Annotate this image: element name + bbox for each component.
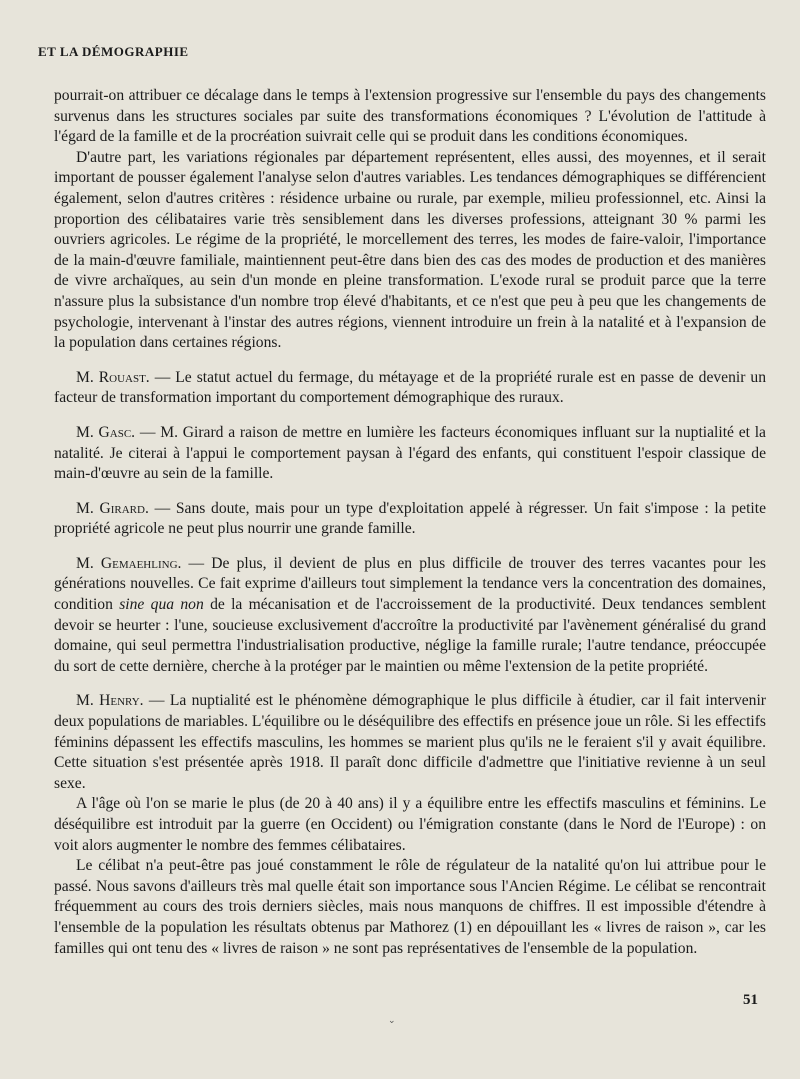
speaker-remark: — Le statut actuel du fermage, du métayage et de la propriété rurale est en passe de devenir un facteur de transformation important du comportement démographique des ruraux.: [54, 368, 766, 407]
speaker-remark: — M. Girard a raison de mettre en lumière les facteurs économiques influant sur la nuptialité et la natalité. Je citerai à l'appui le comportement paysan à l'égard des enfants, qui constituent l'espoir classique de main-d'œuvre au sein de la famille.: [54, 423, 766, 483]
paragraph-regional-variations: D'autre part, les variations régionales par département représentent, elles aussi, des moyennes, et il serait important de pousser également l'analyse selon d'autres variables. Les tendances démographiques se différencient également, selon d'autres critères : résidence urbaine ou rurale, par exemple, milieu professionnel, etc. Ainsi la proportion des célibataires varie très sensiblement dans les diverses professions, atteignant 30 % parmi les ouvriers agricoles. Le régime de la propriété, le morcellement des terres, les modes de faire-valoir, l'importance de la main-d'œuvre familiale, maintiennent peut-être dans bien des cas des modes de production et des manières de vivre archaïques, au sein d'un monde en pleine transformation. L'exode rural se produit parce que la terre n'assure plus la subsistance d'un nombre trop élevé d'habitants, et ce n'est que peu à peu que les changements de psychologie, intervenant à l'instar des autres régions, viennent introduire un frein à la natalité et à l'expansion de la population dans certaines régions.: [54, 148, 766, 352]
running-head: ET LA DÉMOGRAPHIE: [38, 44, 189, 59]
speaker-remark-start: — De plus, il devient de plus en plus difficile de trouver des terres vacantes pour les générations nouvelles. Ce fait exprime d'ailleurs tout simplement la tendance vers la concentration des domaines, condition: [54, 554, 766, 614]
speaker-name: M. Rouast.: [76, 368, 150, 386]
speaker-name: M. Girard.: [76, 499, 149, 517]
paragraph-age-equilibrium: A l'âge où l'on se marie le plus (de 20 à 40 ans) il y a équilibre entre les effectifs masculins et féminins. Le déséquilibre est introduit par la guerre (en Occident) ou l'émigration constante (dans le Nord de l'Europe) : on voit alors augmenter le nombre des femmes célibataires.: [54, 795, 766, 854]
paragraph-henry: [54, 691, 766, 794]
speaker-remark: — La nuptialité est le phénomène démographique le plus difficile à étudier, car il fait intervenir deux populations de mariables. L'équilibre ou le déséquilibre des effectifs en présence joue un rôle. Si les effectifs féminins dépassent les effectifs masculins, les hommes se marient plus qu'ils ne le feraient s'il y avait équilibre. Cette situation s'est présentée après 1918. Il paraît donc difficile d'admettre que l'initiative revienne à un seul sexe.: [54, 692, 766, 792]
speaker-name: M. Henry.: [76, 692, 144, 710]
paragraph-gasc: [54, 423, 766, 485]
paragraph-continuation: pourrait-on attribuer ce décalage dans le temps à l'extension progressive sur l'ensemble du pays des changements survenus dans les structures sociales par suite des transformations économiques ? L'évolution de l'attitude à l'égard de la famille et de la procréation suivrait celle qui se produit dans les conditions économiques.: [54, 87, 766, 146]
paragraph-celibacy: Le célibat n'a peut-être pas joué constamment le rôle de régulateur de la natalité qu'on lui attribue pour le passé. Nous savons d'ailleurs très mal quelle était son importance sous l'Ancien Régime. Le célibat se rencontrait fréquemment au cours des trois derniers siècles, mais nous manquons de chiffres. Il est impossible d'étendre à l'ensemble de la population les résultats obtenus par Mathorez (1) en dépouillant les « livres de raison », car les familles qui ont tenu des « livres de raison » ne sont pas représentatives de l'ensemble de la population.: [54, 857, 766, 957]
paragraph-girard: [54, 499, 766, 540]
speaker-name: M. Gemaehling.: [76, 554, 182, 572]
speaker-remark-end: de la mécanisation et de l'accroissement de la productivité. Deux tendances semblent devoir se heurter : l'une, soucieuse exclusivement d'accroître la productivité par l'avènement généralisé du grand domaine, qui seul permettra l'industrialisation productive, néglige la famille rurale; l'autre tendance, préoccupée du sort de cette dernière, cherche à la protéger par le maintien ou même l'extension de la petite propriété.: [54, 596, 766, 675]
speaker-name: M. Gasc.: [76, 423, 136, 441]
latin-phrase: sine qua non: [119, 596, 204, 614]
body-text: [54, 86, 766, 959]
speaker-remark: — Sans doute, mais pour un type d'exploitation appelé à régresser. Un fait s'impose : la petite propriété agricole ne peut plus nourrir une grande famille.: [54, 499, 766, 538]
caret-mark-icon: ⌄: [388, 1016, 396, 1026]
paragraph-rouast: [54, 368, 766, 409]
paragraph-gemaehling: [54, 554, 766, 678]
page-number: 51: [743, 992, 758, 1008]
